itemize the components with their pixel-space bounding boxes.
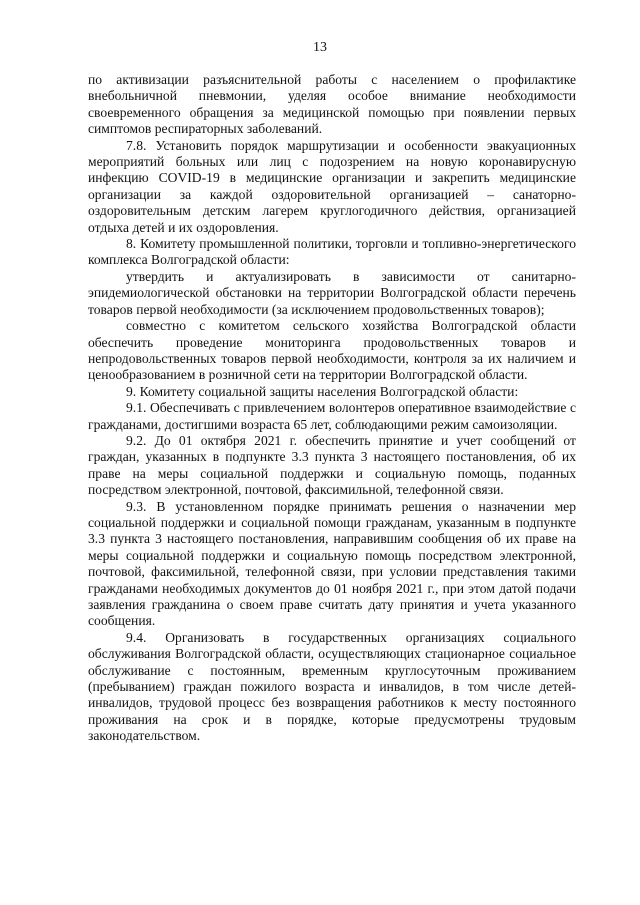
paragraph-8-item-1: утвердить и актуализировать в зависимости от санитарно-эпидемиологической обстановки на территории Волгоградской области перечень товаров первой необходимости (за исключением продовольственных товаров); [88, 268, 576, 317]
paragraph-8-item-2: совместно с комитетом сельского хозяйства Волгоградской области обеспечить проведение мониторинга продовольственных товаров и непродовольственных товаров первой необходимости, контроля за их наличием и ценообразованием в розничной сети на территории Волгоградской области. [88, 318, 576, 383]
paragraph-continuation: по активизации разъяснительной работы с населением о профилактике внебольничной пневмонии, уделяя особое внимание необходимости своевременного обращения за медицинской помощью при появлении первых симптомов респираторных заболеваний. [88, 72, 576, 137]
paragraph-9-1: 9.1. Обеспечивать с привлечением волонтеров оперативное взаимодействие с гражданами, достигшими возраста 65 лет, соблюдающими режим самоизоляции. [88, 400, 576, 432]
paragraph-9-3: 9.3. В установленном порядке принимать решения о назначении мер социальной поддержки и социальной помощи гражданам, указанным в подпункте 3.3 пункта 3 настоящего постановления, направившим сообщения об их праве на меры социальной поддержки и социальную помощь посредством электронной, почтовой, факсимильной, телефонной связи, при условии представления такими гражданами необходимых документов до 01 ноября 2021 г., при этом датой подачи заявления гражданина о своем праве считать дату принятия и учета указанного сообщения. [88, 498, 576, 629]
paragraph-9-4: 9.4. Организовать в государственных организациях социального обслуживания Волгоградской области, осуществляющих стационарное социальное обслуживание с постоянным, временным круглосуточным проживанием (пребыванием) граждан пожилого возраста и инвалидов, в том числе детей-инвалидов, трудовой процесс без возвращения работников к месту постоянного проживания на срок и в порядке, которые предусмотрены трудовым законодательством. [88, 629, 576, 744]
paragraph-7-8: 7.8. Установить порядок маршрутизации и особенности эвакуационных мероприятий больных или лиц с подозрением на новую коронавирусную инфекцию COVID-19 в медицинские организации и закрепить медицинские организации за каждой оздоровительной организацией – санаторно-оздоровительным детским лагерем круглогодичного действия, организацией отдыха детей и их оздоровления. [88, 137, 576, 235]
paragraph-9-2: 9.2. До 01 октября 2021 г. обеспечить принятие и учет сообщений от граждан, указанных в подпункте 3.3 пункта 3 настоящего постановления, об их праве на меры социальной поддержки и социальную помощь, поданных посредством электронной, почтовой, факсимильной, телефонной связи. [88, 432, 576, 498]
document-body [88, 72, 576, 745]
page-number: 13 [313, 40, 327, 55]
paragraph-9: 9. Комитету социальной защиты населения Волгоградской области: [126, 383, 519, 399]
paragraph-8: 8. Комитету промышленной политики, торговли и топливно-энергетического комплекса Волгоградской области: [88, 236, 576, 268]
